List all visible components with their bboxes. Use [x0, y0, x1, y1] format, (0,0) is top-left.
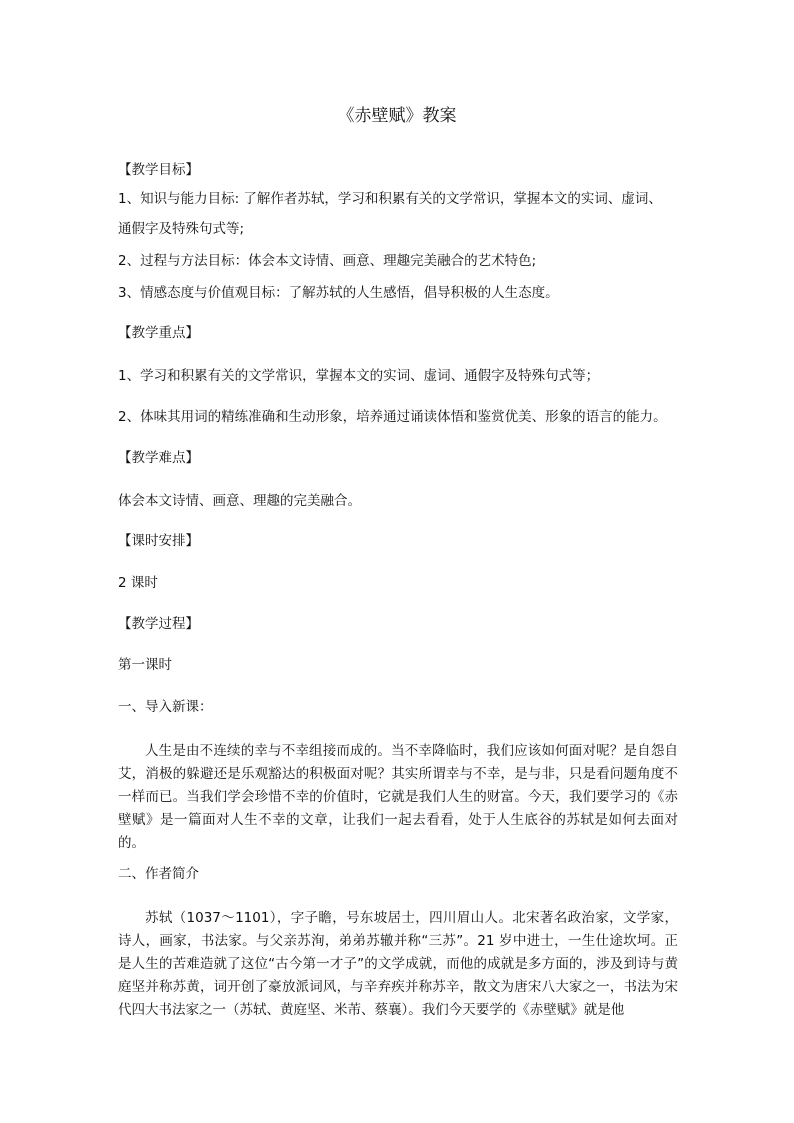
- author-paragraph: 苏轼（1037～1101），字子瞻，号东坡居士，四川眉山人。北宋著名政治家，文学家，诗人，画家，书法家。与父亲苏洵，弟弟苏辙并称“三苏”。21 岁中进士，一生仕途坎坷。正是人生的苦难造就了这位“古今第一才子”的文学成就，而他的成就是多方面的，涉及到诗与黄庭坚并称苏黄，词开创了豪放派词风，与辛弃疾并称苏辛，散文为唐宋八大家之一，书法为宋代四大书法家之一（苏轼、黄庭坚、米芾、蔡襄）。我们今天要学的《赤壁赋》就是他: [118, 910, 678, 1018]
- author-title: 二、作者简介: [118, 866, 199, 882]
- objective-line-3: 2、过程与方法目标：体会本文诗情、画意、理趣完美融合的艺术特色;: [118, 253, 537, 269]
- schedule-text: 2 课时: [118, 575, 158, 591]
- key-point-2: 2、体味其用词的精练准确和生动形象，培养通过诵读体悟和鉴赏优美、形象的语言的能力。: [118, 409, 667, 425]
- key-points-heading: 【教学重点】: [118, 325, 199, 341]
- difficulties-heading: 【教学难点】: [118, 450, 199, 466]
- schedule-heading: 【课时安排】: [118, 533, 199, 549]
- process-heading: 【教学过程】: [118, 616, 199, 632]
- document-title: 《赤壁赋》教案: [337, 106, 457, 126]
- objective-line-4: 3、情感态度与价值观目标：了解苏轼的人生感悟，倡导积极的人生态度。: [118, 285, 559, 301]
- objectives-heading: 【教学目标】: [118, 162, 199, 178]
- difficulties-text: 体会本文诗情、画意、理趣的完美融合。: [118, 493, 361, 509]
- intro-title: 一、导入新课：: [118, 699, 213, 715]
- intro-paragraph: 人生是由不连续的幸与不幸组接而成的。当不幸降临时，我们应该如何面对呢？是自怨自艾，消极的躲避还是乐观豁达的积极面对呢？其实所谓幸与不幸，是与非，只是看问题角度不一样而已。当我们学会珍惜不幸的价值时，它就是我们人生的财富。今天，我们要学习的《赤壁赋》是一篇面对人生不幸的文章，让我们一起去看看，处于人生底谷的苏轼是如何去面对的。: [118, 743, 678, 851]
- objective-line-1: 1、知识与能力目标: 了解作者苏轼，学习和积累有关的文学常识，掌握本文的实词、虚词、: [118, 191, 662, 207]
- lesson-label: 第一课时: [118, 657, 172, 673]
- objective-line-2: 通假字及特殊句式等;: [118, 221, 245, 237]
- key-point-1: 1、学习和积累有关的文学常识，掌握本文的实词、虚词、通假字及特殊句式等；: [118, 368, 600, 384]
